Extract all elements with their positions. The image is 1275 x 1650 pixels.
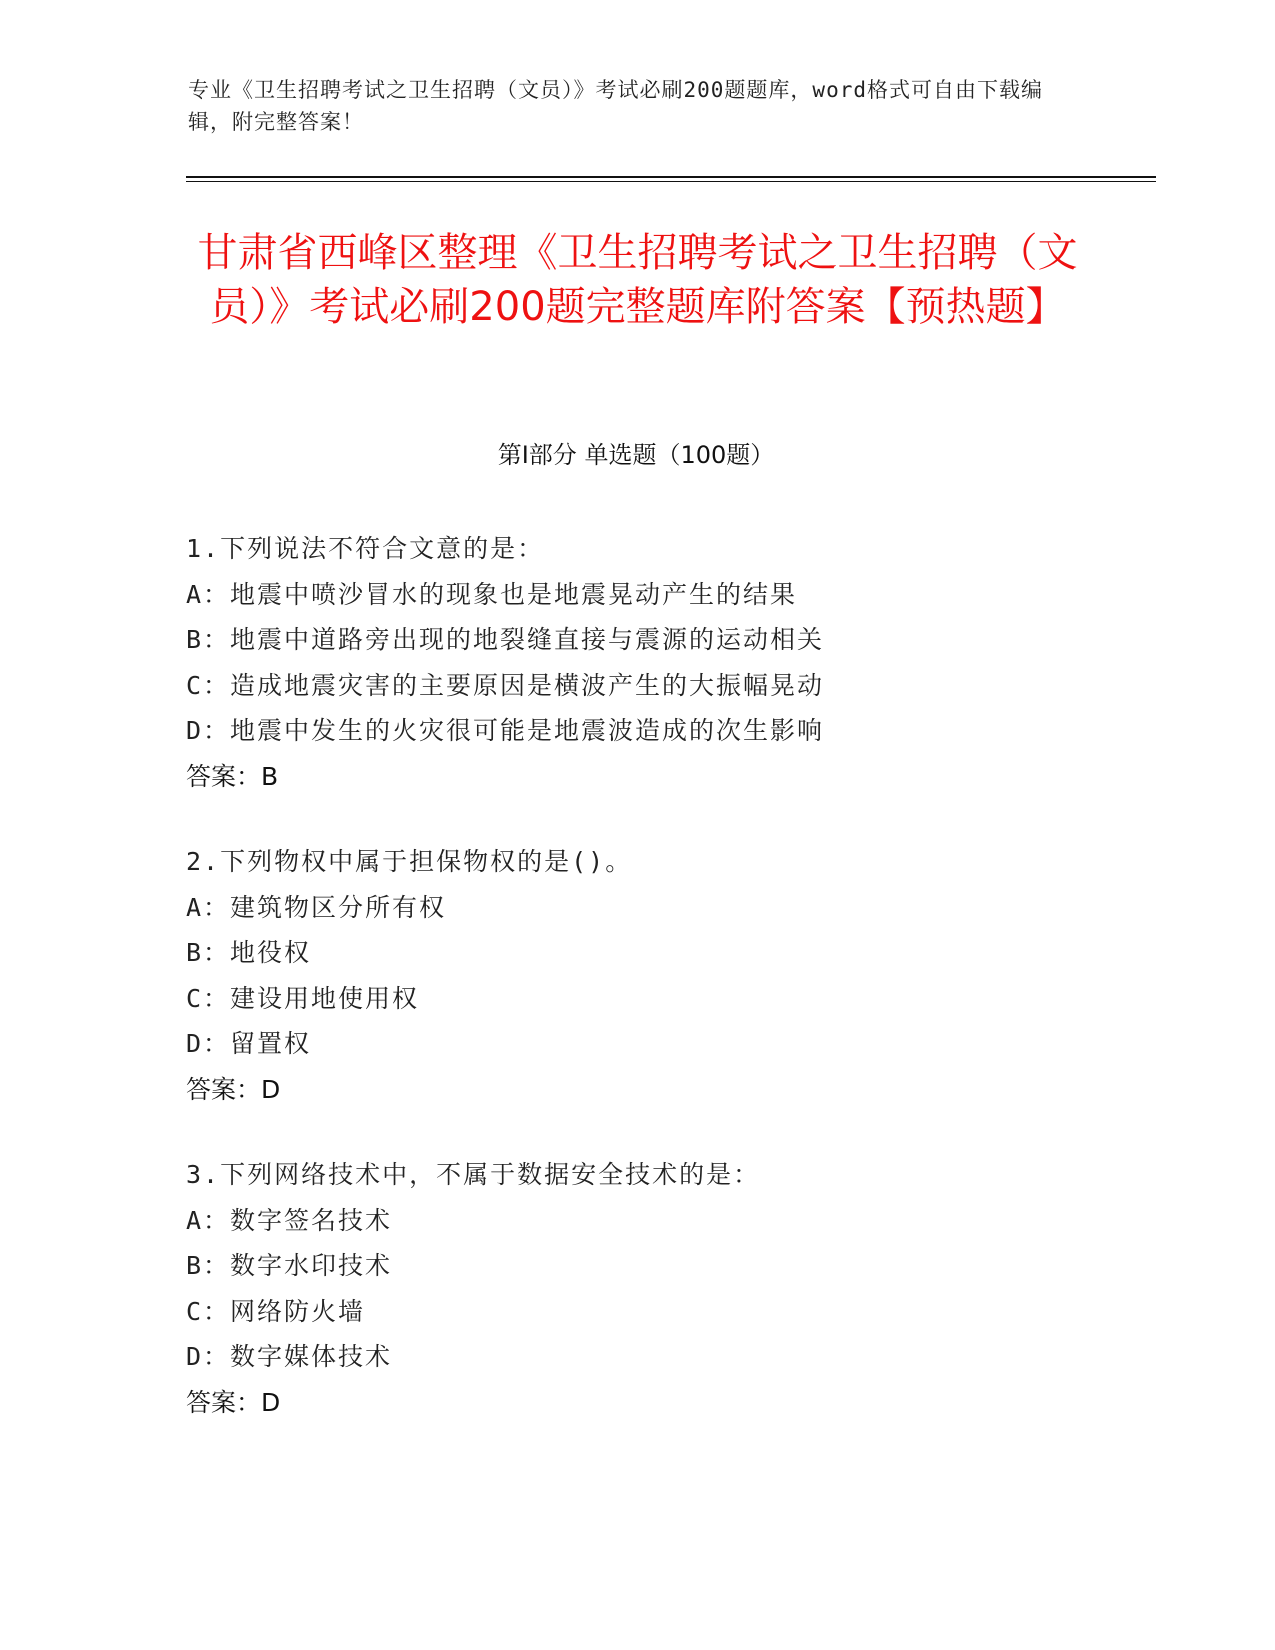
answer-line: 答案：D <box>186 1387 281 1417</box>
option-d: D：留置权 <box>186 1029 312 1058</box>
document-header-note: 专业《卫生招聘考试之卫生招聘（文员）》考试必刷200题题库，word格式可自由下载编辑，附完整答案！ <box>188 78 1043 134</box>
option-b: B：地震中道路旁出现的地裂缝直接与震源的运动相关 <box>186 625 825 654</box>
question-item <box>186 839 1146 1112</box>
question-item <box>186 526 1146 799</box>
option-c: C：建设用地使用权 <box>186 983 420 1013</box>
question-stem: 3.下列网络技术中，不属于数据安全技术的是： <box>186 1160 761 1189</box>
option-c: C：网络防火墙 <box>186 1296 366 1326</box>
section-heading: 第I部分 单选题（100题） <box>497 441 775 469</box>
question-item <box>186 1152 1146 1425</box>
option-d: D：数字媒体技术 <box>186 1342 393 1371</box>
question-stem: 1.下列说法不符合文意的是： <box>186 534 545 563</box>
document-title: 甘肃省西峰区整理《卫生招聘考试之卫生招聘（文员）》考试必刷200题完整题库附答案【预热题】 <box>197 230 1078 330</box>
option-a: A：数字签名技术 <box>186 1205 393 1235</box>
question-list <box>186 526 1146 1465</box>
option-a: A：地震中喷沙冒水的现象也是地震晃动产生的结果 <box>186 579 798 609</box>
option-d: D：地震中发生的火灾很可能是地震波造成的次生影响 <box>186 716 825 745</box>
question-stem: 2.下列物权中属于担保物权的是()。 <box>186 847 633 876</box>
option-b: B：数字水印技术 <box>186 1251 393 1280</box>
option-c: C：造成地震灾害的主要原因是横波产生的大振幅晃动 <box>186 670 825 700</box>
option-b: B：地役权 <box>186 938 312 967</box>
header-divider-thin <box>186 181 1156 182</box>
answer-line: 答案：D <box>186 1074 281 1104</box>
header-divider-thick <box>186 176 1156 178</box>
option-a: A：建筑物区分所有权 <box>186 892 447 922</box>
answer-line: 答案：B <box>186 761 279 791</box>
